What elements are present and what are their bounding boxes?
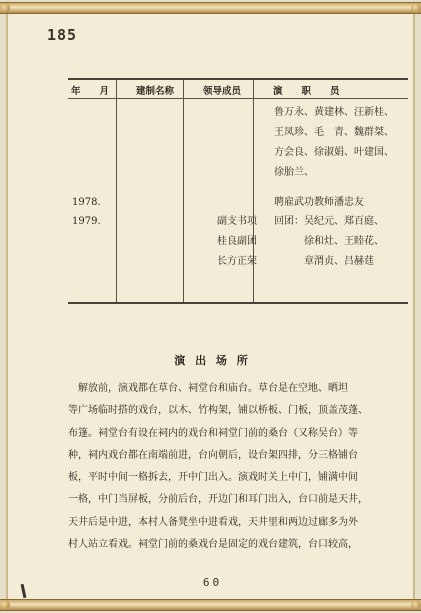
paragraph-line: 布篷。祠堂台有设在祠内的戏台和祠堂门前的桑台（又称吴台）等 — [68, 427, 358, 439]
table-header-rule — [68, 98, 408, 99]
member-line: 鲁万永、黄建林、汪新桂、 — [274, 107, 394, 118]
table-divider — [183, 80, 184, 302]
page-number-top: 185 — [47, 26, 78, 44]
section-title: 演 出 场 所 — [174, 354, 251, 367]
paragraph-line: 村人站立看戏。祠堂门前的桑戏台是固定的戏台建筑，台口较高， — [68, 539, 358, 551]
header-name: 建制名称 — [136, 86, 175, 97]
paragraph-line: 天井后是中进，本村人备凳坐中进看戏，天井里和两边过廊多为外 — [68, 516, 358, 528]
scroll-roller-top — [0, 2, 421, 14]
roller-knob-left — [0, 600, 10, 610]
page-number-bottom: 60 — [202, 576, 223, 589]
roller-knob-right — [411, 600, 421, 610]
header-leader: 领导成员 — [203, 86, 242, 97]
paragraph-line: 一格，中门当屏板，分前后台，开边门和耳门出入，台口前是天井， — [68, 494, 368, 506]
document-page — [6, 14, 415, 599]
member-line: 方会良、徐淑娟、叶建国、 — [274, 147, 394, 158]
year-cell: 1978. — [72, 197, 101, 208]
member-line: 王凤珍、毛 青、魏群桀、 — [274, 127, 394, 138]
body-paragraph — [68, 378, 392, 556]
roller-knob-left — [0, 3, 10, 13]
member-line: 徐胎兰、 — [274, 167, 314, 178]
scroll-roller-bottom — [0, 599, 421, 611]
leader-cell: 桂良副团 — [217, 236, 257, 247]
leader-cell: 副支书项 — [217, 216, 257, 227]
member-line: 章渭贞、吕赫莛 — [274, 256, 374, 267]
table-divider — [116, 80, 117, 302]
header-year: 年 月 — [71, 86, 110, 97]
paragraph-line: 解放前，演戏都在草台、祠堂台和庙台。草台是在空地、晒坦 — [68, 383, 348, 394]
paragraph-line: 等广场临时搭的戏台，以木、竹构架，铺以桥板、门板，顶盖茂蓬、 — [68, 405, 368, 417]
member-line: 徐和灶、王睦花、 — [274, 236, 384, 247]
leader-cell: 长方正荣 — [217, 256, 257, 267]
roller-knob-right — [411, 3, 421, 13]
year-cell: 1979. — [72, 216, 101, 227]
header-members: 演 职 员 — [273, 86, 340, 97]
paragraph-line: 板，平时中间一格拆去，开中门出入。演戏时关上中门，铺满中间 — [68, 472, 358, 484]
member-line: 回团：吴纪元、郑百庭、 — [274, 216, 384, 227]
troupe-table — [68, 78, 408, 304]
member-line: 聘雇武功教师潘忠友 — [274, 197, 364, 208]
paragraph-line: 种，祠内戏台都在南端前进，台向朝后，设台架四排，分三格铺台 — [68, 449, 358, 461]
